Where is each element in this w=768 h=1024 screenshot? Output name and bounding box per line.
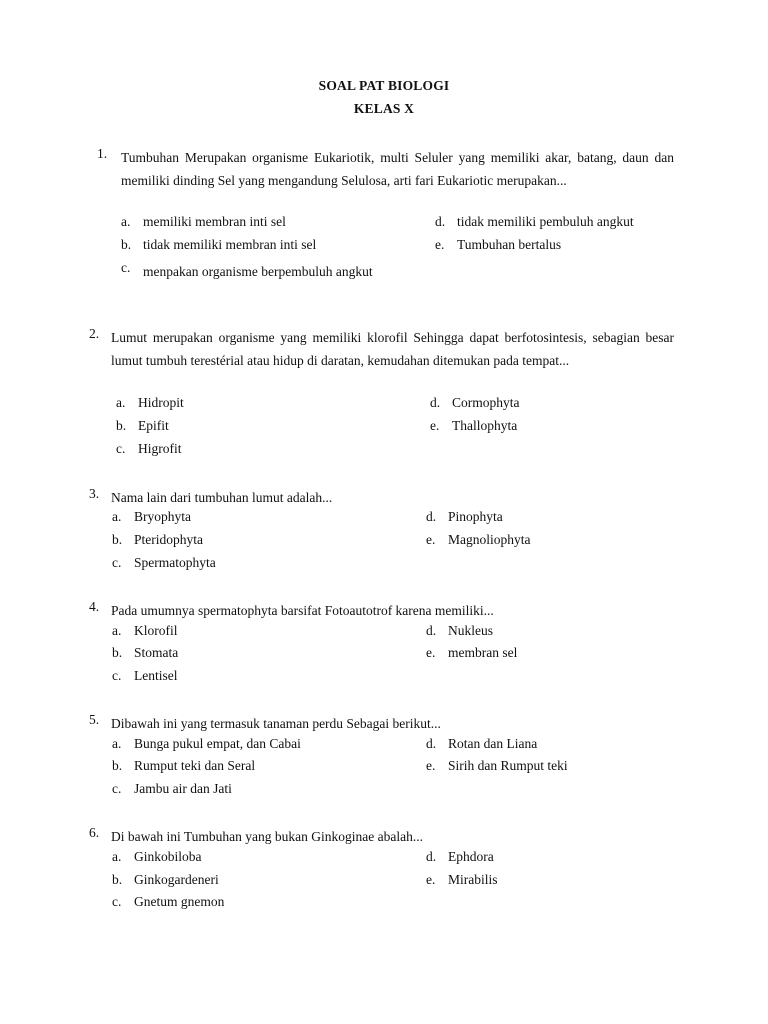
option-c: c. Spermatophyta (112, 555, 216, 570)
option-a: a. Bryophyta (112, 509, 191, 524)
option-d: d. Nukleus (426, 623, 493, 638)
document-title: SOAL PAT BIOLOGI (318, 78, 450, 93)
question-number: 1. (97, 146, 108, 161)
option-a: a. Hidropit (116, 395, 184, 410)
option-a: a. Ginkobiloba (112, 849, 202, 864)
option-c: c. menpakan organisme berpembuluh angkut (121, 260, 373, 279)
option-d: d. tidak memiliki pembuluh angkut (435, 214, 634, 229)
question-text: Nama lain dari tumbuhan lumut adalah... (111, 490, 333, 505)
option-b: b. Stomata (112, 645, 179, 660)
question-text: Dibawah ini yang termasuk tanaman perdu Sebagai berikut... (111, 716, 441, 731)
option-a: a. Bunga pukul empat, dan Cabai (112, 736, 301, 751)
option-e: e. Sirih dan Rumput teki (426, 758, 568, 773)
option-e: e. membran sel (426, 645, 518, 660)
option-c: c. Higrofit (116, 441, 182, 456)
question-text: Tumbuhan Merupakan organisme Eukariotik, multi Seluler yang memiliki akar, batang, daun dan memiliki dinding Sel yang mengandung Selulosa, arti fari Eukariotic merupakan... (121, 150, 674, 188)
option-d: d. Cormophyta (430, 395, 520, 410)
option-e: e. Thallophyta (430, 418, 518, 433)
option-c: c. Jambu air dan Jati (112, 781, 232, 796)
option-d: d. Rotan dan Liana (426, 736, 538, 751)
option-b: b. Epifit (116, 418, 169, 433)
option-e: e. Tumbuhan bertalus (435, 237, 562, 252)
option-e: e. Mirabilis (426, 872, 498, 887)
option-b: b. Pteridophyta (112, 532, 203, 547)
option-c: c. Lentisel (112, 668, 178, 683)
option-a: a. memiliki membran inti sel (121, 214, 286, 229)
option-b: b. Rumput teki dan Seral (112, 758, 256, 773)
question-number: 2. (89, 326, 100, 341)
option-c: c. Gnetum gnemon (112, 894, 225, 909)
question-number: 6. (89, 825, 100, 840)
option-b: b. Ginkogardeneri (112, 872, 219, 887)
option-d: d. Pinophyta (426, 509, 503, 524)
question-text: Lumut merupakan organisme yang memiliki klorofil Sehingga dapat berfotosintesis, sebagian besar lumut tumbuh terestérial atau hidup di daratan, kemudahan ditemukan pada tempat... (111, 330, 674, 368)
question-text: Pada umumnya spermatophyta barsifat Fotoautotrof karena memiliki... (111, 603, 494, 618)
option-a: a. Klorofil (112, 623, 178, 638)
document-subtitle: KELAS X (353, 101, 415, 116)
question-text: Di bawah ini Tumbuhan yang bukan Ginkoginae abalah... (111, 829, 423, 844)
option-b: b. tidak memiliki membran inti sel (121, 237, 317, 252)
option-e: e. Magnoliophyta (426, 532, 531, 547)
question-number: 3. (89, 486, 100, 501)
question-number: 4. (89, 599, 100, 614)
question-number: 5. (89, 712, 100, 727)
option-d: d. Ephdora (426, 849, 494, 864)
